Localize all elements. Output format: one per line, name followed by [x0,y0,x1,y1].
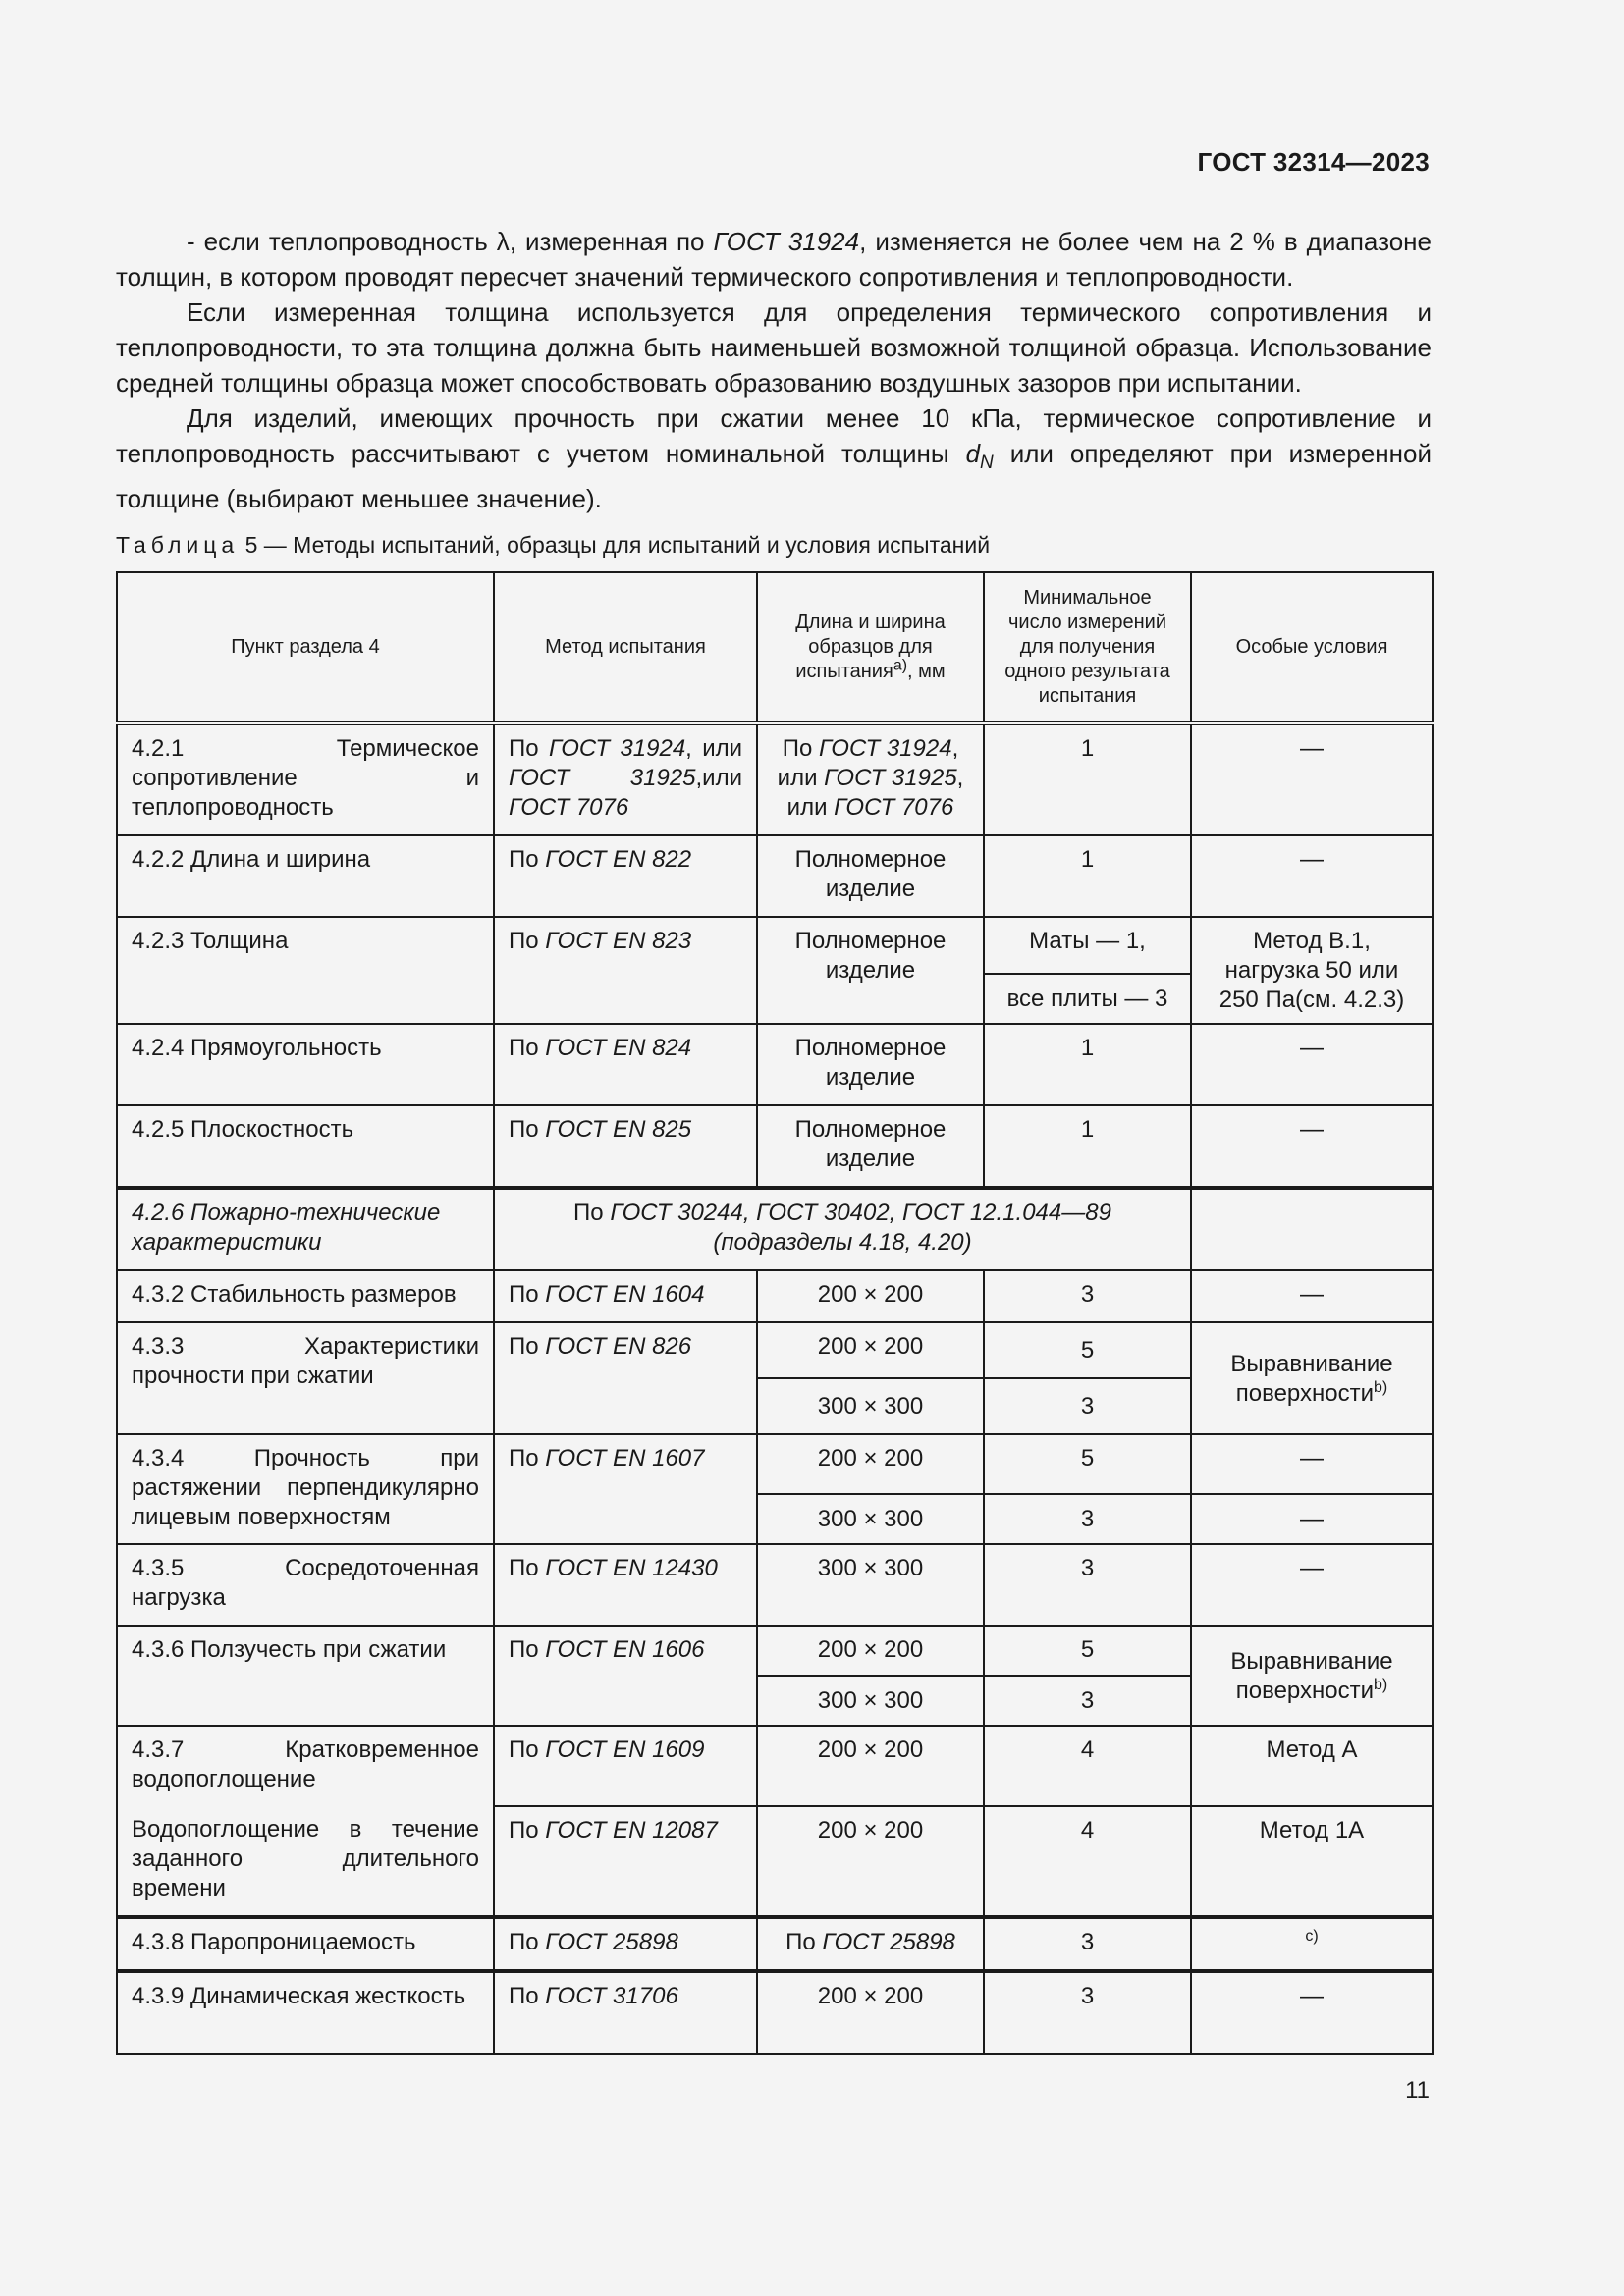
cell-size: По ГОСТ 25898 [757,1917,984,1971]
cell-count: все плиты — 3 [984,974,1191,1024]
table-row [117,723,1433,835]
cell-item: 4.3.6 Ползучесть при сжатии [117,1626,494,1726]
cell-method: По ГОСТ EN 1609 [494,1726,757,1806]
cell-method: По ГОСТ 30244, ГОСТ 30402, ГОСТ 12.1.044—89 (подразделы 4.18, 4.20) [494,1188,1191,1270]
header-count: Минимальное число измерений для получения одного результата испытания [984,572,1191,723]
cell-item: 4.3.3 Характеристики прочности при сжатии [117,1322,494,1434]
cell-count: 3 [984,1544,1191,1626]
table-row [117,835,1433,917]
cell-conditions: — [1191,1494,1433,1544]
table-row [117,1726,1433,1806]
document-header: ГОСТ 32314—2023 [1197,147,1430,177]
table-row [117,1105,1433,1188]
cell-count: 3 [984,1971,1191,2054]
cell-size: 200 × 200 [757,1322,984,1378]
table-row [117,1270,1433,1322]
cell-item: 4.3.5 Сосредоточенная нагрузка [117,1544,494,1626]
body-text [116,224,1432,516]
cell-count: 5 [984,1322,1191,1378]
cell-count: 1 [984,723,1191,835]
cell-method: По ГОСТ 31706 [494,1971,757,2054]
cell-method: По ГОСТ EN 822 [494,835,757,917]
cell-size: 200 × 200 [757,1726,984,1806]
cell-count: 5 [984,1626,1191,1676]
cell-item: 4.2.5 Плоскостность [117,1105,494,1188]
cell-size: Полномерное изделие [757,1024,984,1105]
cell-count: 3 [984,1917,1191,1971]
cell-conditions: — [1191,1024,1433,1105]
page-number: 11 [1405,2077,1430,2104]
table-row [117,1806,1433,1917]
cell-count: Маты — 1, [984,917,1191,974]
cell-method: По ГОСТ EN 1607 [494,1434,757,1544]
cell-item: 4.2.4 Прямоугольность [117,1024,494,1105]
cell-method: По ГОСТ EN 823 [494,917,757,1024]
cell-size: 300 × 300 [757,1676,984,1726]
table-row [117,1024,1433,1105]
table-row [117,1971,1433,2054]
cell-size: 300 × 300 [757,1494,984,1544]
cell-method: По ГОСТ 31924, или ГОСТ 31925,или ГОСТ 7076 [494,723,757,835]
cell-method: По ГОСТ EN 12430 [494,1544,757,1626]
cell-size: 200 × 200 [757,1971,984,2054]
cell-size: 200 × 200 [757,1626,984,1676]
cell-item: 4.2.3 Толщина [117,917,494,1024]
cell-conditions: Метод А [1191,1726,1433,1806]
cell-conditions: — [1191,723,1433,835]
cell-count: 4 [984,1726,1191,1806]
cell-method: По ГОСТ EN 1606 [494,1626,757,1726]
cell-method: По ГОСТ 25898 [494,1917,757,1971]
cell-method: По ГОСТ EN 1604 [494,1270,757,1322]
cell-conditions: Метод 1А [1191,1806,1433,1917]
header-item: Пункт раздела 4 [117,572,494,723]
cell-size: 200 × 200 [757,1270,984,1322]
cell-conditions: — [1191,1544,1433,1626]
table-row [117,1322,1433,1378]
table-row [117,1544,1433,1626]
header-conditions: Особые условия [1191,572,1433,723]
cell-conditions: — [1191,1270,1433,1322]
cell-conditions: c) [1191,1917,1433,1971]
cell-item: Водопоглощение в течение заданного длительного времени [117,1806,494,1917]
cell-count: 4 [984,1806,1191,1917]
cell-item: 4.2.2 Длина и ширина [117,835,494,917]
cell-size: Полномерное изделие [757,835,984,917]
header-method: Метод испытания [494,572,757,723]
cell-conditions: — [1191,1105,1433,1188]
cell-size: 300 × 300 [757,1378,984,1434]
cell-method: По ГОСТ EN 825 [494,1105,757,1188]
table-row [117,1626,1433,1676]
cell-item: 4.3.4 Прочность при растяжении перпендикулярно лицевым поверхностям [117,1434,494,1544]
cell-count: 3 [984,1494,1191,1544]
cell-size: 200 × 200 [757,1434,984,1494]
table-caption: Таблица 5 — Методы испытаний, образцы для испытаний и условия испытаний [116,532,991,558]
cell-item: 4.3.9 Динамическая жесткость [117,1971,494,2054]
cell-conditions: Выравнивание поверхности$^{b)}$ [1191,1626,1433,1726]
table-header-row [117,572,1433,723]
methods-table [116,571,1434,2055]
cell-size: Полномерное изделие [757,1105,984,1188]
cell-count: 3 [984,1270,1191,1322]
table-row [117,1434,1433,1494]
table-row [117,917,1433,974]
cell-conditions [1191,1188,1433,1270]
table-row [117,1917,1433,1971]
cell-size: По ГОСТ 31924, или ГОСТ 31925, или ГОСТ 7076 [757,723,984,835]
cell-count: 1 [984,835,1191,917]
cell-count: 1 [984,1105,1191,1188]
cell-method: По ГОСТ EN 826 [494,1322,757,1434]
cell-item: 4.3.2 Стабильность размеров [117,1270,494,1322]
header-size: Длина и ширина образцов для испытания$^{а)}$, мм [757,572,984,723]
cell-method: По ГОСТ EN 824 [494,1024,757,1105]
cell-method: По ГОСТ EN 12087 [494,1806,757,1917]
cell-size: Полномерное изделие [757,917,984,1024]
cell-conditions: — [1191,835,1433,917]
cell-count: 5 [984,1434,1191,1494]
cell-count: 3 [984,1378,1191,1434]
paragraph-2: Если измеренная толщина используется для определения термического сопротивления и теплопроводности, то эта толщина должна быть наименьшей возможной толщиной образца. Использование средней толщины образца может способствовать образованию воздушных зазоров при испытании. [116,297,1432,398]
cell-item: 4.3.8 Паропроницаемость [117,1917,494,1971]
cell-item: 4.2.6 Пожарно-технические характеристики [117,1188,494,1270]
cell-size: 200 × 200 [757,1806,984,1917]
cell-item: 4.2.1 Термическое сопротивление и теплопроводность [117,723,494,835]
cell-count: 1 [984,1024,1191,1105]
cell-conditions: — [1191,1434,1433,1494]
paragraph-1: - если теплопроводность λ, измеренная по ГОСТ 31924, изменяется не более чем на 2 % в диапазоне толщин, в котором проводят пересчет значений термического сопротивления и теплопроводности. [116,227,1432,292]
table-row [117,1188,1433,1270]
cell-item: 4.3.7 Кратковременное водопоглощение [117,1726,494,1806]
cell-conditions: Метод В.1, нагрузка 50 или 250 Па(см. 4.2.3) [1191,917,1433,1024]
cell-conditions: — [1191,1971,1433,2054]
cell-size: 300 × 300 [757,1544,984,1626]
cell-conditions: Выравнивание поверхности$^{b)}$ [1191,1322,1433,1434]
cell-count: 3 [984,1676,1191,1726]
paragraph-3: Для изделий, имеющих прочность при сжатии менее 10 кПа, термическое сопротивление и теплопроводность рассчитывают с учетом номинальной толщины $d_N$ или определяют при измеренной толщине (выбирают меньшее значение). [116,403,1432,513]
